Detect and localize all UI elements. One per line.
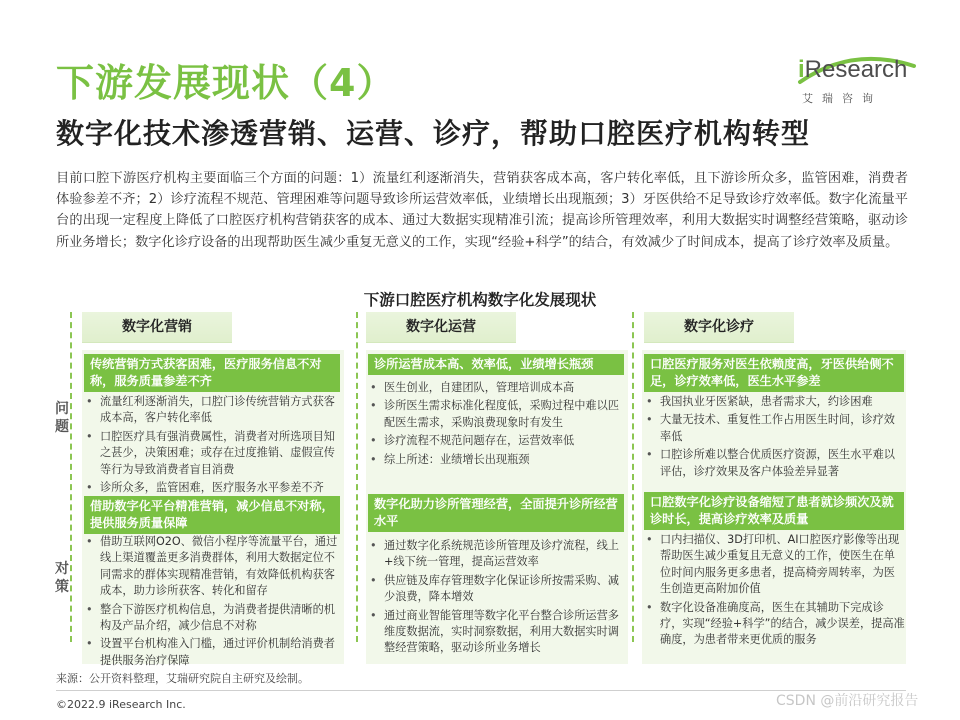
list-item: • 大量无技术、重复性工作占用医生时间，诊疗效率低 (644, 412, 906, 445)
solution-list (84, 534, 342, 671)
column-head: 数字化营销 (82, 312, 232, 343)
list-item: • 供应链及库存管理数字化保证诊所按需采购、减少浪费，降本增效 (368, 573, 626, 606)
list-item: • 通过商业智能管理等数字化平台整合诊所运营多维度数据流，实时洞察数据，利用大数据实时调整经营策略，驱动诊所业务增长 (368, 608, 626, 657)
solution-headbar: 借助数字化平台精准营销，减少信息不对称，提供服务质量保障 (84, 496, 340, 534)
list-item: • 诊所众多，监管困难，医疗服务水平参差不齐 (84, 480, 342, 496)
list-item: • 通过数字化系统规范诊所管理及诊疗流程，线上+线下统一管理，提高运营效率 (368, 538, 626, 571)
list-item: • 综上所述：业绩增长出现瓶颈 (368, 452, 626, 468)
logo-wordmark: iResearch (798, 56, 908, 83)
logo-tagline: 艾瑞咨询 (802, 92, 882, 105)
list-item: • 口腔医疗具有强消费属性，消费者对所选项目知之甚少，决策困难；或存在过度推销、虚假宣传等行为导致消费者盲目消费 (84, 429, 342, 478)
list-item: • 整合下游医疗机构信息，为消费者提供清晰的机构及产品介绍，减少信息不对称 (84, 602, 342, 635)
side-label-solution: 对策 (55, 561, 69, 595)
problem-list (84, 394, 342, 498)
page-title: 下游发展现状（4） (56, 61, 396, 105)
problem-headbar: 传统营销方式获客困难，医疗服务信息不对称，服务质量参差不齐 (84, 354, 340, 392)
list-item: • 诊所医生需求标准化程度低，采购过程中难以匹配医生需求，采购浪费现象时有发生 (368, 398, 626, 431)
solution-list (644, 532, 906, 651)
list-item: • 我国执业牙医紧缺，患者需求大，约诊困难 (644, 394, 906, 410)
problem-headbar: 诊所运营成本高、效率低，业绩增长瓶颈 (368, 354, 624, 375)
list-item: • 流量红利逐渐消失，口腔门诊传统营销方式获客成本高，客户转化率低 (84, 394, 342, 427)
list-item: • 医生创业，自建团队，管理培训成本高 (368, 380, 626, 396)
iresearch-logo (792, 52, 922, 108)
list-item: • 诊疗流程不规范问题存在，运营效率低 (368, 433, 626, 449)
problem-headbar: 口腔医疗服务对医生依赖度高，牙医供给侧不足，诊疗效率低，医生水平参差 (644, 354, 904, 392)
solution-list (368, 538, 626, 659)
chart-title: 下游口腔医疗机构数字化发展现状 (363, 291, 597, 309)
column-head: 数字化诊疗 (644, 312, 794, 343)
source-note: 来源：公开资料整理，艾瑞研究院自主研究及绘制。 (56, 672, 309, 685)
solution-headbar: 数字化助力诊所管理经营，全面提升诊所经营水平 (368, 494, 624, 532)
problem-list (368, 380, 626, 470)
list-item: • 口腔诊所难以整合优质医疗资源，医生水平难以评估，诊疗效果及客户体验差异显著 (644, 447, 906, 480)
watermark: CSDN @前沿研究报告 (776, 693, 919, 709)
solution-headbar: 口腔数字化诊疗设备缩短了患者就诊频次及就诊时长，提高诊疗效率及质量 (644, 492, 904, 530)
problem-list (644, 394, 906, 482)
side-label-problem: 问题 (55, 401, 69, 435)
list-item: • 数字化设备准确度高，医生在其辅助下完成诊疗，实现“经验+科学”的结合，减少误差，提高准确度，为患者带来更优质的服务 (644, 600, 906, 649)
column-head: 数字化运营 (366, 312, 516, 343)
column-divider (356, 312, 358, 642)
list-item: • 设置平台机构准入门槛，通过评价机制给消费者提供服务治疗保障 (84, 636, 342, 669)
list-item: • 口内扫描仪、3D打印机、AI口腔医疗影像等出现帮助医生减少重复且无意义的工作，使医生在单位时间内服务更多患者，提高椅旁周转率，为医生创造更高附加价值 (644, 532, 906, 598)
page-subtitle: 数字化技术渗透营销、运营、诊疗，帮助口腔医疗机构转型 (56, 117, 811, 150)
list-item: • 借助互联网O2O、微信小程序等流量平台，通过线上渠道覆盖更多消费群体，利用大数据定位不同需求的群体实现精准营销，有效降低机构获客成本，助力诊所获客、转化和留存 (84, 534, 342, 600)
column-divider (632, 312, 634, 642)
copyright: ©2022.9 iResearch Inc. (56, 698, 186, 711)
column-divider (70, 312, 72, 642)
intro-paragraph: 目前口腔下游医疗机构主要面临三个方面的问题：1）流量红利逐渐消失，营销获客成本高，客户转化率低，且下游诊所众多，监管困难，消费者体验参差不齐；2）诊疗流程不规范、管理困难等问题导致诊所运营效率低，业绩增长出现瓶颈；3）牙医供给不足导致诊疗效率低。数字化流量平台的出现一定程度上降低了口腔医疗机构营销获客的成本、通过大数据实现精准引流；提高诊所管理效率，利用大数据实时调整经营策略，驱动诊所业务增长；数字化诊疗设备的出现帮助医生减少重复无意义的工作，实现“经验+科学”的结合，有效减少了时间成本，提高了诊疗效率及质量。 (56, 171, 908, 250)
